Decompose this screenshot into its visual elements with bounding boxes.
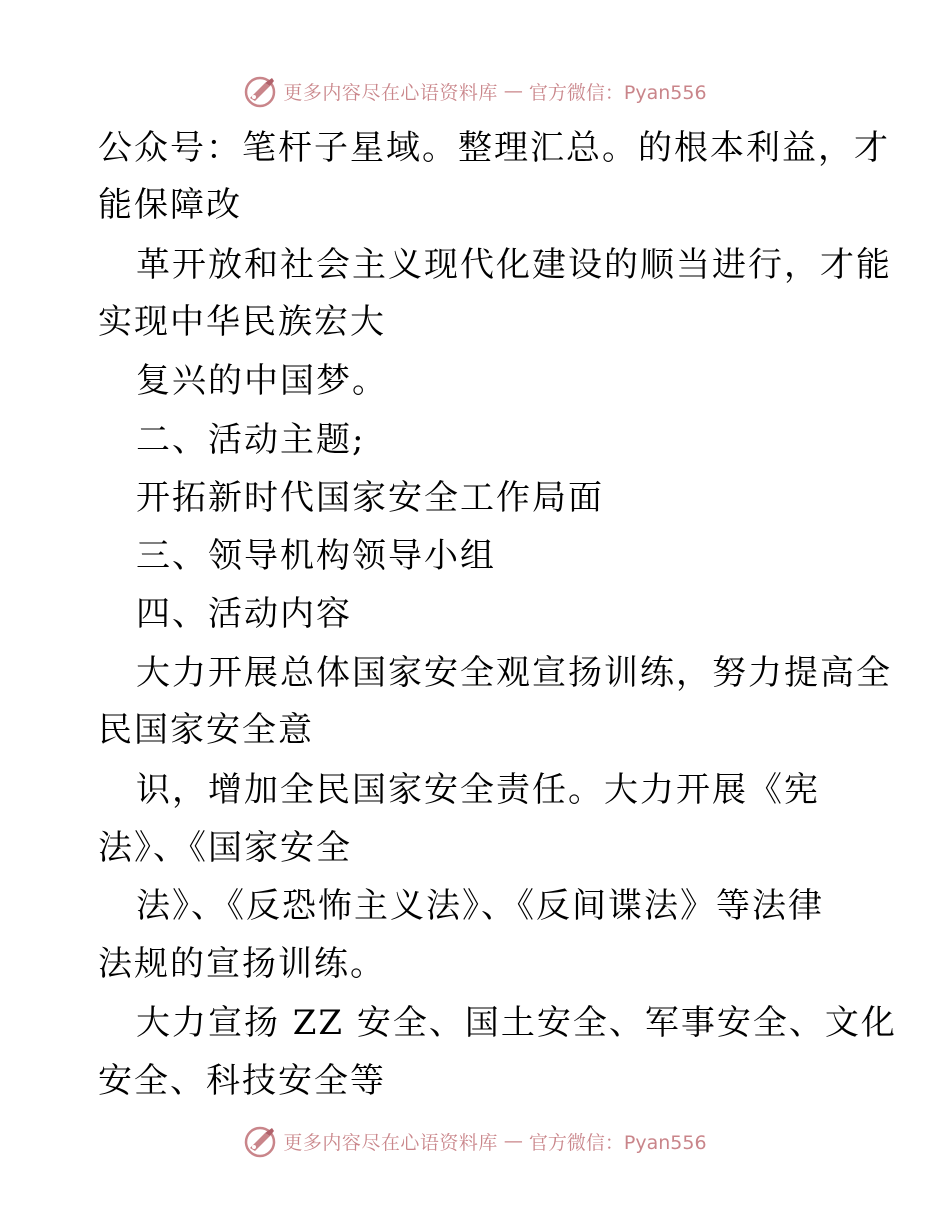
body-line: 公众号：笔杆子星域。整理汇总。的根本利益，才 — [98, 128, 890, 168]
body-line: 实现中华民族宏大 — [98, 302, 386, 342]
body-line: 四、活动内容 — [136, 594, 352, 634]
watermark-brand-text: 更多内容尽在心语资料库 — [283, 1131, 498, 1154]
header-watermark — [0, 71, 950, 111]
body-line: 三、领导机构领导小组 — [136, 536, 496, 576]
watermark-wechat-text: 官方微信：Pyan556 — [528, 81, 707, 104]
watermark-brand-text: 更多内容尽在心语资料库 — [283, 81, 498, 104]
body-line: 识，增加全民国家安全责任。大力开展《宪 — [136, 770, 820, 810]
body-line: 安全、科技安全等 — [98, 1061, 386, 1101]
body-line: 法》、《国家安全 — [98, 828, 352, 868]
pen-logo-icon — [243, 1124, 277, 1158]
body-line: 二、活动主题; — [136, 420, 366, 460]
body-line: 革开放和社会主义现代化建设的顺当进行，才能 — [136, 245, 892, 285]
body-line: 民国家安全意 — [98, 710, 314, 750]
watermark-separator: — — [503, 80, 523, 102]
watermark-wechat-text: 官方微信：Pyan556 — [528, 1131, 707, 1154]
body-line: 大力宣扬 ZZ 安全、国土安全、军事安全、文化 — [136, 1003, 897, 1043]
body-line: 法规的宣扬训练。 — [98, 944, 386, 984]
pen-logo-icon — [243, 74, 277, 108]
body-line: 复兴的中国梦。 — [136, 361, 388, 401]
body-line: 能保障改 — [98, 185, 242, 225]
watermark-separator: — — [503, 1130, 523, 1152]
body-line: 开拓新时代国家安全工作局面 — [136, 478, 604, 518]
body-line: 法》、《反恐怖主义法》、《反间谍法》等法律 — [136, 886, 824, 926]
body-line: 大力开展总体国家安全观宣扬训练，努力提高全 — [136, 653, 892, 693]
footer-watermark — [0, 1121, 950, 1161]
